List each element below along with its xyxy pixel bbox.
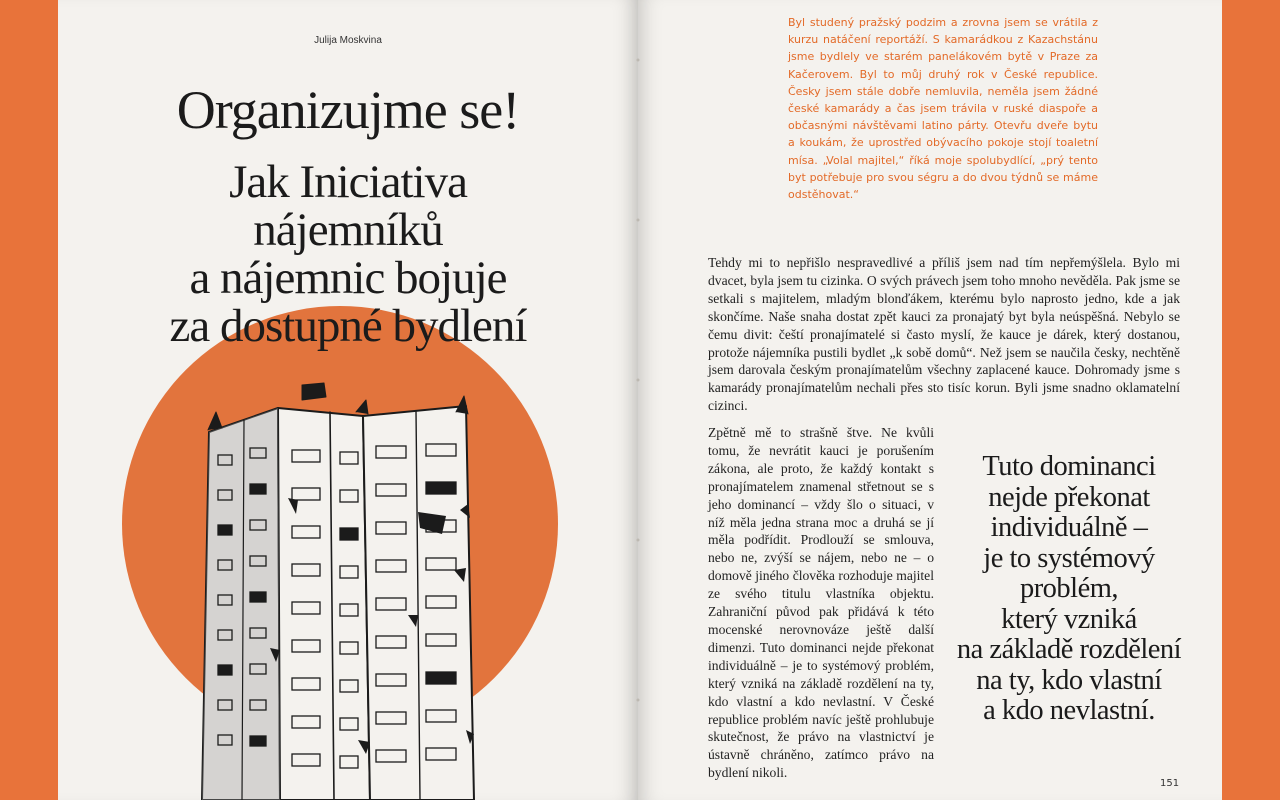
- left-page: [58, 0, 638, 800]
- article-title: Organizujme se!: [176, 80, 520, 140]
- building-sketch: [202, 383, 474, 800]
- author-name: Julija Moskvina: [314, 35, 382, 46]
- page-number: 151: [1160, 778, 1180, 789]
- body-paragraph-1: Tehdy mi to nepřišlo nespravedlivé a příliš jsem nad tím nepřemýšlela. Bylo mi dvacet, byla jsem tu cizinka. O svých právech jsem toho mnoho nevěděla. Pak jsme se setkali s majitelem, mladým blonďákem, kterému bylo naprosto jedno, kde a jak skončíme. Naše snaha dostat zpět kauci za pronajatý byt byla neúspěšná. Nebylo se čemu divit: čeští pronajímatelé si často myslí, že kauce je dárek, který dostanou, protože nájemníka pustili bydlet „k sobě domů“. Než jsem se naučila česky, nechtěně jsem darovala českým pronajímatelům všechny zaplacené kauce. Dohromady jsme s kamarády pronajímatelům nechali přes sto tisíc korun. Byli jsme snadno oklamatelní cizinci.: [708, 255, 1180, 414]
- article-subtitle: Jak Iniciativa nájemníků a nájemnic bojuje za dostupné bydlení: [169, 156, 527, 352]
- body-paragraph-2: Zpětně mě to strašně štve. Ne kvůli tomu, že nevrátit kauci je porušením zákona, ale proto, že každý kontakt s pronajímatelem znamenal střetnout se s jeho dominancí – vždy šlo o situaci, v níž měla jedna strana moc a druhá se jí měla podřídit. Prodlouží se smlouva, nebo ne, zvýší se nájem, nebo ne – o domově jiného člověka rozhoduje majitel ze svého titulu vlastníka objektu. Zahraniční původ pak přidává k této mocenské nerovnováze ještě další dimenzi. Tuto dominanci nejde překonat individuálně – je to systémový problém, který vzniká na základě rozdělení na ty, kdo vlastní a kdo nevlastní. V České republice problém navíc ještě prohlubuje skutečnost, že právo na vlastnictví je ústavně chráněno, zatímco právo na bydlení nikoli.: [708, 425, 934, 781]
- pull-quote: Tuto dominanci nejde překonat individuálně – je to systémový problém, který vzniká na základě rozdělení na ty, kdo vlastní a kdo nevlastní.: [956, 451, 1182, 726]
- intro-quote: Byl studený pražský podzim a zrovna jsem se vrátila z kurzu natáčení reportáží. S kamarádkou z Kazachstánu jsme bydlely ve starém panelákovém bytě v Praze za Kačerovem. Byl to můj druhý rok v České republice. Česky jsem stále dobře nemluvila, neměla jsem žádné české kamarády a čas jsem trávila v ruské diaspoře a občasnými návštěvami latino párty. Otevřu dveře bytu a koukám, že uprostřed obývacího pokoje stojí toaletní mísa. „Volal majitel,“ říká moje spolubydlící, „prý tento byt potřebuje pro svou ségru a do dvou týdnů se máme odstěhovat.“: [788, 16, 1098, 202]
- binding-stitch-dots: [633, 40, 643, 760]
